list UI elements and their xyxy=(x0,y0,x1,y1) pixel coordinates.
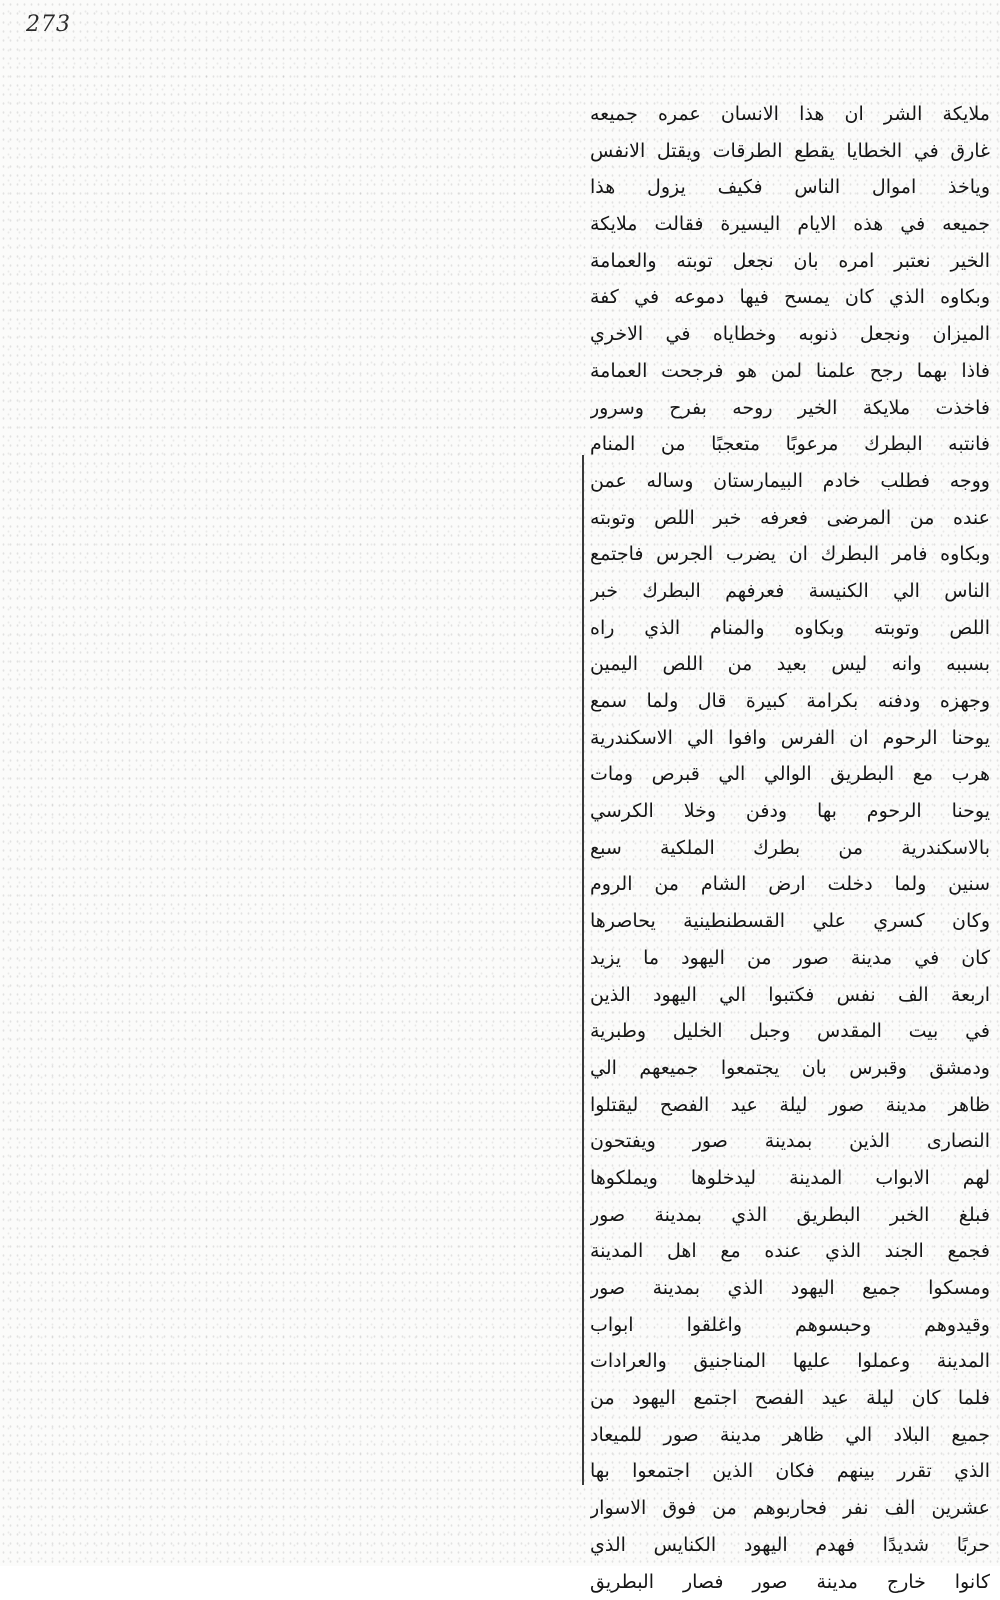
manuscript-line: ظاهر مدينة صور ليلة عيد الفصح ليقتلوا xyxy=(590,1087,990,1124)
manuscript-line: في بيت المقدس وجبل الخليل وطبرية xyxy=(590,1013,990,1050)
manuscript-line: الخير نعتبر امره بان نجعل توبته والعمامة xyxy=(590,243,990,280)
manuscript-line: الذي تقرر بينهم فكان الذين اجتمعوا بها xyxy=(590,1453,990,1490)
manuscript-line: يوحنا الرحوم ان الفرس وافوا الي الاسكندرية xyxy=(590,720,990,757)
manuscript-line: بالاسكندرية من بطرك الملكية سبع xyxy=(590,830,990,867)
manuscript-line: وبكاوه فامر البطرك ان يضرب الجرس فاجتمع xyxy=(590,536,990,573)
manuscript-line: عشرين الف نفر فحاربوهم من فوق الاسوار xyxy=(590,1490,990,1527)
manuscript-line: فلما كان ليلة عيد الفصح اجتمع اليهود من xyxy=(590,1380,990,1417)
manuscript-line: اللص وتوبته وبكاوه والمنام الذي راه xyxy=(590,610,990,647)
manuscript-line: سنين ولما دخلت ارض الشام من الروم xyxy=(590,866,990,903)
folio-number: 273 xyxy=(26,12,71,37)
manuscript-line: وكان كسري علي القسطنطينية يحاصرها xyxy=(590,903,990,940)
manuscript-line: لهم الابواب المدينة ليدخلوها ويملكوها xyxy=(590,1160,990,1197)
manuscript-line: وقيدوهم وحبسوهم واغلقوا ابواب xyxy=(590,1307,990,1344)
manuscript-text-block xyxy=(590,96,990,1600)
manuscript-line: فاخذت ملايكة الخير روحه بفرح وسرور xyxy=(590,390,990,427)
manuscript-line: بسببه وانه ليس بعيد من اللص اليمين xyxy=(590,646,990,683)
manuscript-line: ووجه فطلب خادم البيمارستان وساله عمن xyxy=(590,463,990,500)
manuscript-line: فانتبه البطرك مرعوبًا متعجبًا من المنام xyxy=(590,426,990,463)
manuscript-line: هرب مع البطريق الوالي الي قبرص ومات xyxy=(590,756,990,793)
manuscript-line: كان في مدينة صور من اليهود ما يزيد xyxy=(590,940,990,977)
margin-rule xyxy=(582,455,584,1485)
manuscript-line: حربًا شديدًا فهدم اليهود الكنايس الذي xyxy=(590,1527,990,1564)
manuscript-line: كانوا خارج مدينة صور فصار البطريق xyxy=(590,1564,990,1600)
manuscript-line: فاذا بهما رجح علمنا لمن هو فرجحت العمامة xyxy=(590,353,990,390)
manuscript-line: وبكاوه الذي كان يمسح فيها دموعه في كفة xyxy=(590,279,990,316)
manuscript-line: وياخذ اموال الناس فكيف يزول هذا xyxy=(590,169,990,206)
manuscript-line: غارق في الخطايا يقطع الطرقات ويقتل الانفس xyxy=(590,133,990,170)
manuscript-line: عنده من المرضى فعرفه خبر اللص وتوبته xyxy=(590,500,990,537)
manuscript-line: ومسكوا جميع اليهود الذي بمدينة صور xyxy=(590,1270,990,1307)
manuscript-line: فجمع الجند الذي عنده مع اهل المدينة xyxy=(590,1233,990,1270)
manuscript-line: وجهزه ودفنه بكرامة كبيرة قال ولما سمع xyxy=(590,683,990,720)
manuscript-line: يوحنا الرحوم بها ودفن وخلا الكرسي xyxy=(590,793,990,830)
manuscript-line: النصارى الذين بمدينة صور ويفتحون xyxy=(590,1123,990,1160)
manuscript-line: جميع البلاد الي ظاهر مدينة صور للميعاد xyxy=(590,1417,990,1454)
manuscript-line: ملايكة الشر ان هذا الانسان عمره جميعه xyxy=(590,96,990,133)
manuscript-line: اربعة الف نفس فكتبوا الي اليهود الذين xyxy=(590,977,990,1014)
manuscript-line: المدينة وعملوا عليها المناجنيق والعرادات xyxy=(590,1343,990,1380)
manuscript-line: ودمشق وقبرس بان يجتمعوا جميعهم الي xyxy=(590,1050,990,1087)
manuscript-line: جميعه في هذه الايام اليسيرة فقالت ملايكة xyxy=(590,206,990,243)
manuscript-line: الميزان ونجعل ذنوبه وخطاياه في الاخري xyxy=(590,316,990,353)
manuscript-line: الناس الي الكنيسة فعرفهم البطرك خبر xyxy=(590,573,990,610)
manuscript-line: فبلغ الخبر البطريق الذي بمدينة صور xyxy=(590,1197,990,1234)
